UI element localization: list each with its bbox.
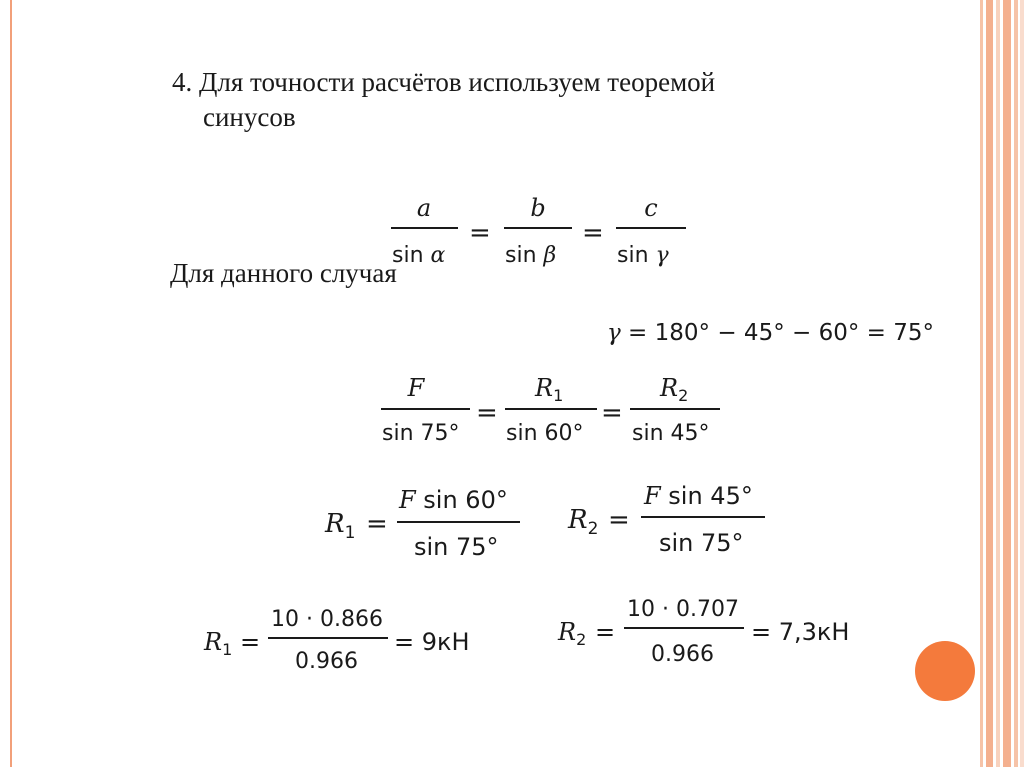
- svg-text:sin 60°: sin 60°: [506, 421, 584, 446]
- formula-r1-expression: [324, 486, 520, 561]
- svg-text:c: c: [644, 194, 658, 222]
- svg-text:= 7,3кН: = 7,3кН: [751, 618, 850, 646]
- formula-ratio: [381, 374, 720, 446]
- svg-text:sin 45°: sin 45°: [632, 421, 710, 446]
- svg-text:R2: $R_2$: [660, 374, 689, 405]
- svg-text:R1: $R_1$: [204, 628, 233, 659]
- svg-text:=: =: [595, 618, 616, 646]
- formula-sine-rule: [391, 194, 686, 268]
- formula-r1-value: [203, 607, 470, 674]
- svg-text:R1: $R_1$: [325, 509, 356, 543]
- heading-line-2: синусов: [203, 102, 296, 132]
- svg-text:F: F: [407, 374, 425, 402]
- case-label: Для данного случая: [170, 258, 397, 288]
- svg-text:sin 75°: sin 75°: [659, 529, 744, 557]
- formula-r2-value: [557, 597, 849, 667]
- svg-text:=: =: [601, 398, 623, 428]
- svg-text:=: =: [476, 398, 498, 428]
- svg-text:=: =: [240, 628, 261, 656]
- svg-text:sin 75°: sin 75°: [382, 421, 460, 446]
- svg-text:=: =: [366, 509, 388, 539]
- svg-text:R1: $R_1$: [535, 374, 564, 405]
- svg-text:10 · 0.707: 10 · 0.707: [627, 597, 739, 622]
- svg-text:sin α: sin α: [392, 243, 446, 268]
- svg-text:γ = 180° − 45° − 60° = 75°: γ = 180° − 45° − 60° = 75°: [607, 320, 935, 346]
- svg-text:sin 75°: sin 75°: [414, 533, 499, 561]
- orange-circle-decoration: [915, 641, 975, 701]
- svg-text:R2: $R_2$: [568, 505, 599, 539]
- svg-text:F sin 60°: F sin 60°: [399, 486, 508, 514]
- formula-r2-expression: [567, 482, 765, 557]
- formula-gamma: [607, 320, 934, 346]
- heading-line-1: 4. Для точности расчётов используем теоремой: [172, 67, 716, 97]
- svg-text:R2: $R_2$: [558, 618, 587, 649]
- svg-text:0.966: 0.966: [651, 642, 714, 667]
- svg-text:F sin 45°: F sin 45°: [644, 482, 753, 510]
- svg-text:sin γ: sin γ: [617, 243, 669, 268]
- svg-text:=: =: [582, 218, 604, 248]
- svg-text:=: =: [608, 505, 630, 535]
- svg-text:sin β: sin β: [505, 243, 557, 268]
- svg-text:= 9кН: = 9кН: [394, 628, 470, 656]
- svg-text:b: b: [530, 194, 546, 222]
- svg-text:=: =: [469, 218, 491, 248]
- svg-text:a: a: [416, 194, 432, 222]
- svg-text:0.966: 0.966: [295, 649, 358, 674]
- svg-text:10 · 0.866: 10 · 0.866: [271, 607, 383, 632]
